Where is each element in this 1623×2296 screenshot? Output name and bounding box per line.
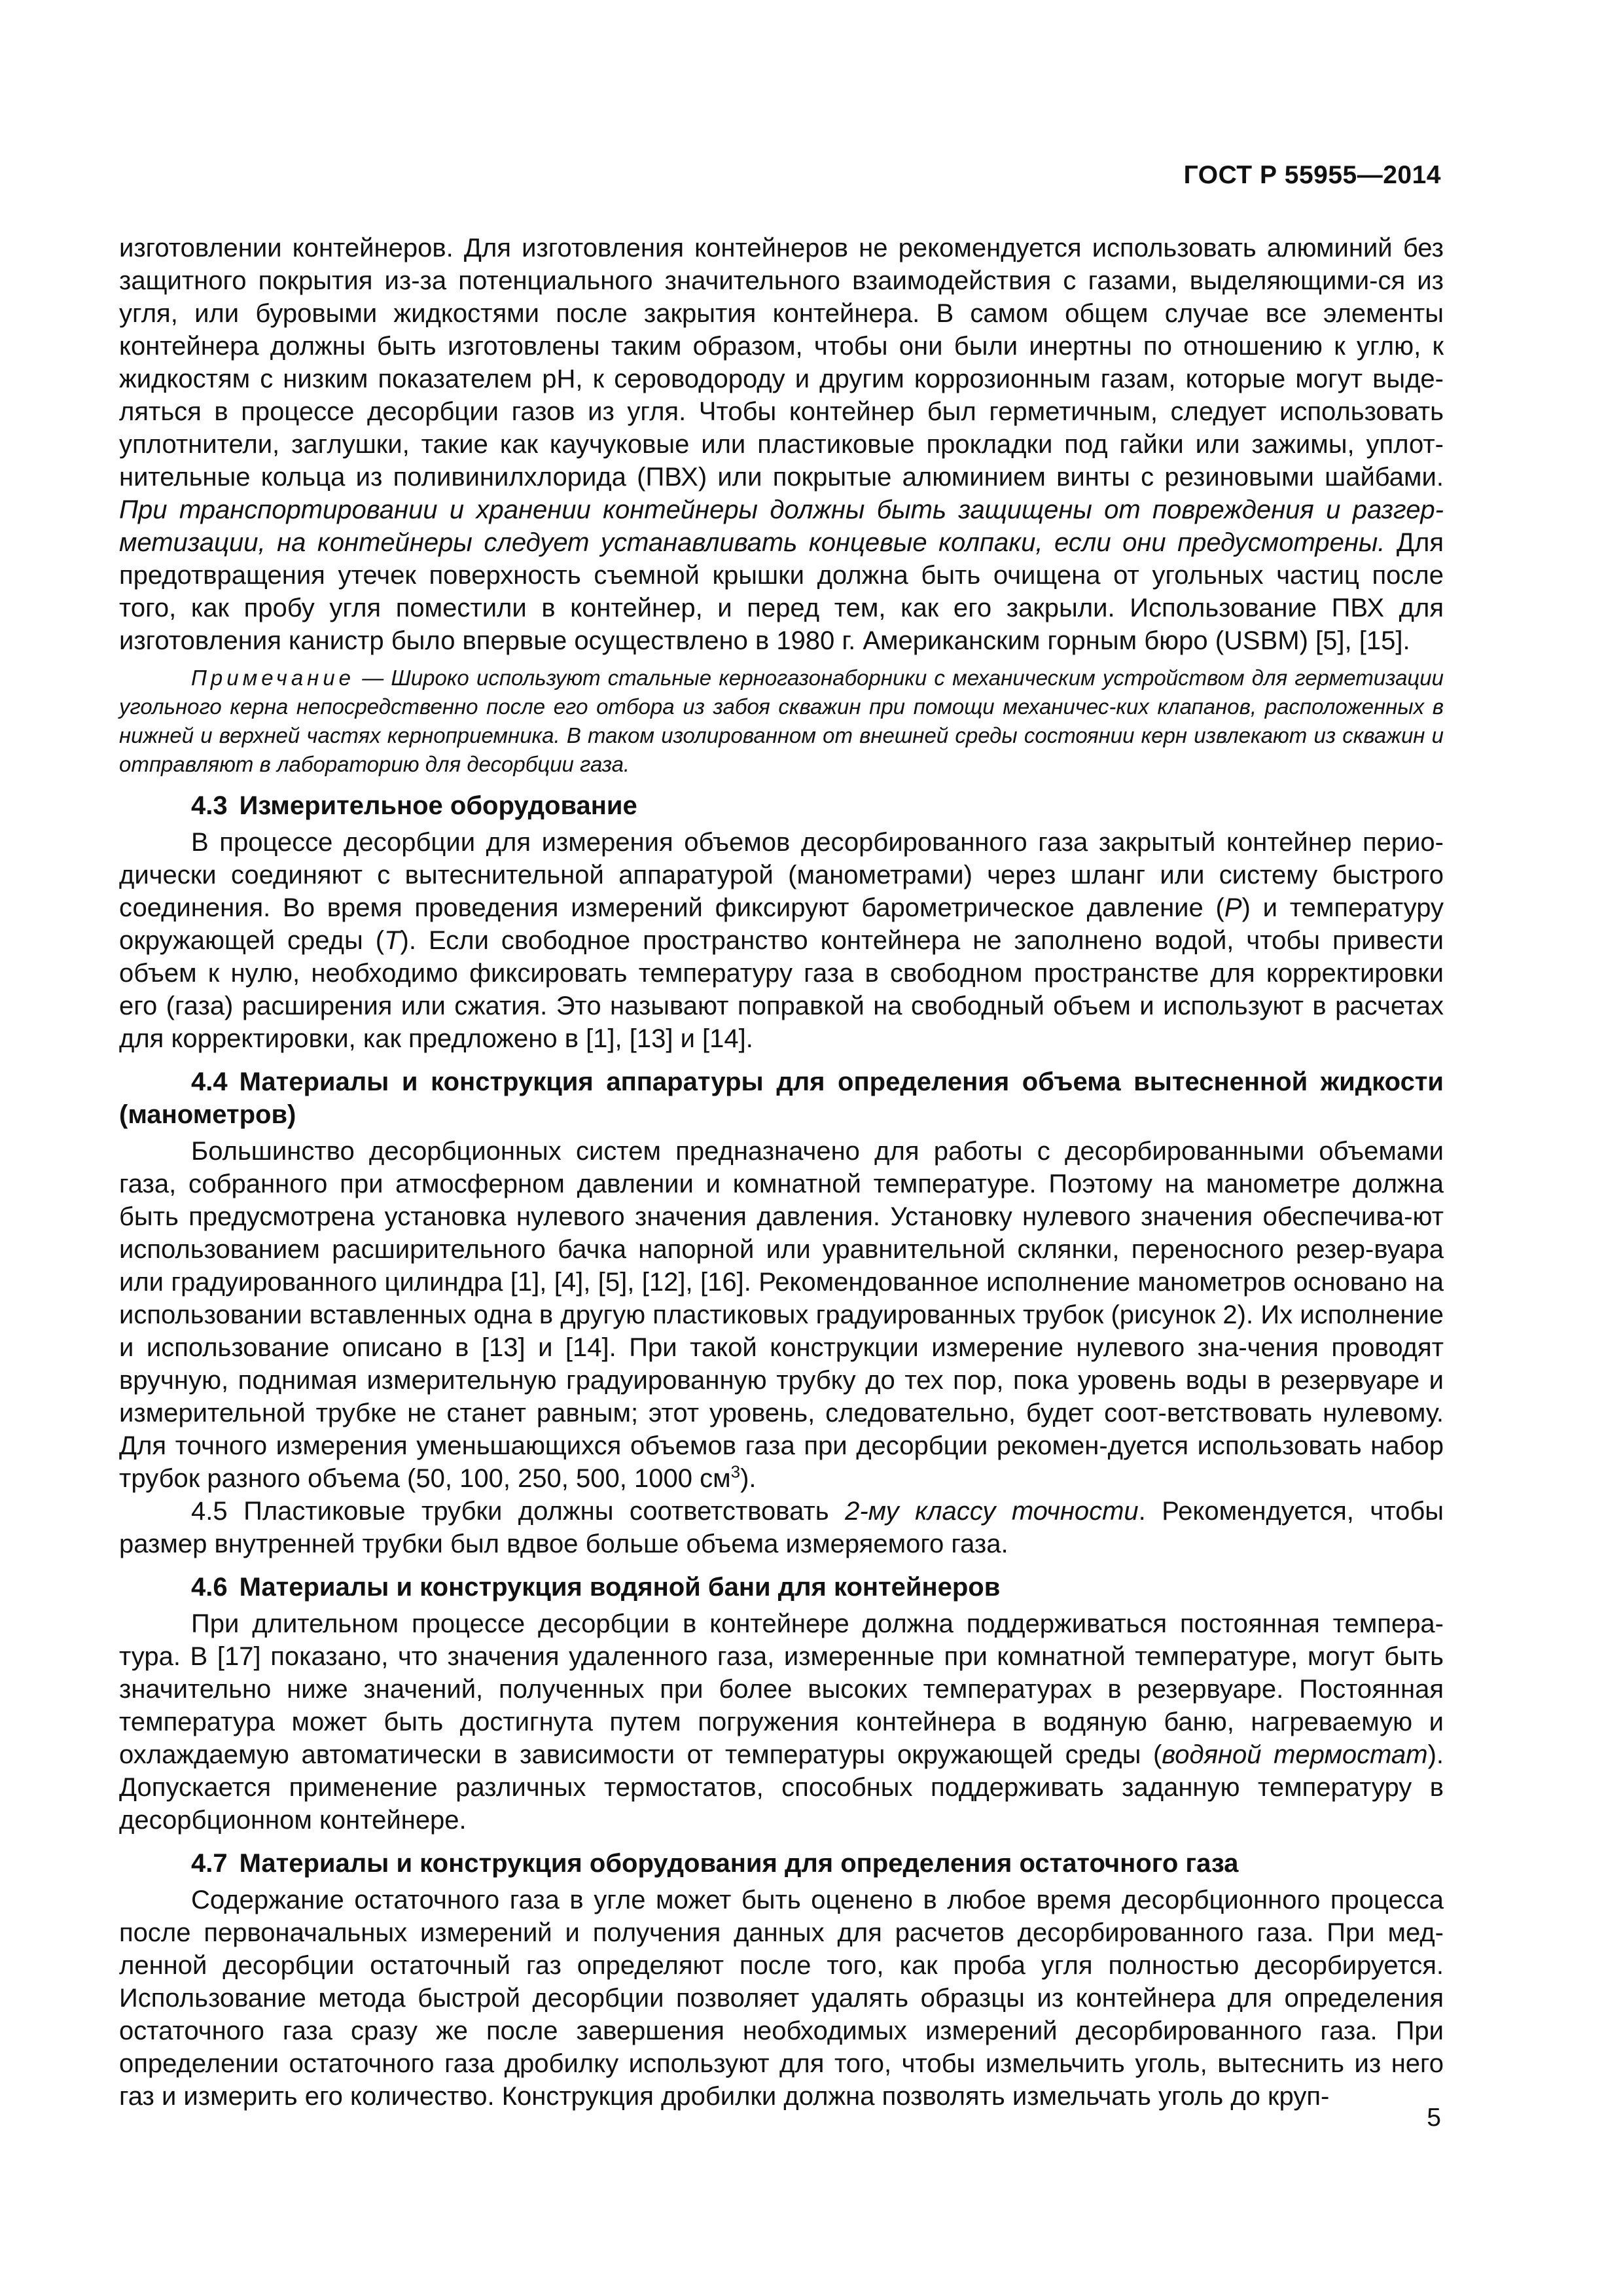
paragraph-italic-text: водяной термостат: [1162, 1740, 1428, 1769]
section-title: Материалы и конструкция оборудования для определения остаточного газа: [239, 1849, 1239, 1878]
superscript: 3: [730, 1462, 741, 1482]
section-title: Измерительное оборудование: [239, 791, 637, 820]
section-4-3-paragraph: [119, 826, 1444, 1055]
page-content: [119, 232, 1444, 2113]
section-4-4-paragraph: [119, 1135, 1444, 1495]
variable-p: P: [1224, 893, 1242, 922]
paragraph-text: В процессе десорбции для измерения объемов десорбированного газа закрытый контейнер перио-дически соединяют с вытеснительной аппаратурой (манометрами) через шланг или систему быстрого соединения. Во время проведения измерений фиксируют барометрическое давление (: [119, 828, 1444, 922]
paragraph-continuation: [119, 232, 1444, 657]
paragraph-text: изготовлении контейнеров. Для изготовления контейнеров не рекомендуется использовать алюминий без защитного покрытия из-за потенциального значительного взаимодействия с газами, выделяющими-ся из угля, или буровыми жидкостями после закрытия контейнера. В самом общем случае все элементы контейнера должны быть изготовлены таким образом, чтобы они были инертны по отношению к углю, к жидкостям с низким показателем pH, к сероводороду и другим коррозионным газам, которые могут выде-ляться в процессе десорбции газов из угля. Чтобы контейнер был герметичным, следует использовать уплотнители, заглушки, такие как каучуковые или пластиковые прокладки под гайки или зажимы, уплот-нительные кольца из поливинилхлорида (ПВХ) или покрытые алюминием винты с резиновыми шайбами.: [119, 234, 1444, 492]
note-paragraph: [119, 664, 1444, 779]
paragraph-italic-text: При транспортировании и хранении контейнеры должны быть защищены от повреждения и разгер-метизации, на контейнеры следует устанавливать концевые колпаки, если они предусмотрены.: [119, 495, 1444, 557]
section-4-5-paragraph: [119, 1495, 1444, 1560]
paragraph-text: ) и температуру окружающей среды (: [119, 893, 1444, 955]
section-heading-4-3: [119, 789, 1444, 822]
paragraph-text: Для предотвращения утечек поверхность съемной крышки должна быть очищена от угольных частиц после того, как пробу угля поместили в контейнер, и перед тем, как его закрыли. Использование ПВХ для изготовления канистр было впервые осуществлено в 1980 г. Американским горным бюро (USBM) [5], [15].: [119, 528, 1444, 655]
paragraph-text: 4.5 Пластиковые трубки должны соответствовать: [191, 1497, 846, 1526]
section-heading-4-6: [119, 1571, 1444, 1604]
paragraph-text: ). Если свободное пространство контейнера не заполнено водой, чтобы привести объем к нулю, необходимо фиксировать температуру газа в свободном пространстве для корректировки его (газа) расширения или сжатия. Это называют поправкой на свободный объем и используют в расчетах для корректировки, как предложено в [1], [13] и [14].: [119, 926, 1444, 1053]
paragraph-text: Большинство десорбционных систем предназначено для работы с десорбированными объемами газа, собранного при атмосферном давлении и комнатной температуре. Поэтому на манометре должна быть предусмотрена установка нулевого значения давления. Установку нулевого значения обеспечива-ют использованием расширительного бачка напорной или уравнительной склянки, переносного резер-вуара или градуированного цилиндра [1], [4], [5], [12], [16]. Рекомендованное исполнение манометров основано на использовании вставленных одна в другую пластиковых градуированных трубок (рисунок 2). Их исполнение и использование описано в [13] и [14]. При такой конструкции измерение нулевого зна-чения проводят вручную, поднимая измерительную градуированную трубку до тех пор, пока уровень воды в резервуаре и измерительной трубке не станет равным; этот уровень, следовательно, будет соот-ветствовать нулевому. Для точного измерения уменьшающихся объемов газа при десорбции рекомен-дуется использовать набор трубок разного объема (50, 100, 250, 500, 1000 см: [119, 1137, 1444, 1493]
section-4-7-paragraph: Содержание остаточного газа в угле может быть оценено в любое время десорбционного процесса после первоначальных измерений и получения данных для расчетов десорбированного газа. При мед-ленной десорбции остаточный газ определяют после того, как проба угля полностью десорбируется. Использование метода быстрой десорбции позволяет удалять образцы из контейнера для определения остаточного газа сразу же после завершения необходимых измерений десорбированного газа. При определении остаточного газа дробилку используют для того, чтобы измельчить уголь, вытеснить из него газ и измерить его количество. Конструкция дробилки должна позволять измельчать уголь до круп-: [119, 1886, 1444, 2111]
page-number: 5: [1427, 2104, 1441, 2132]
paragraph-text: ). Допускается применение различных термостатов, способных поддерживать заданную температуру в десорбционном контейнере.: [119, 1740, 1444, 1835]
section-number: 4.6: [191, 1573, 228, 1602]
section-heading-4-7: [119, 1847, 1444, 1880]
section-4-6-paragraph: [119, 1607, 1444, 1837]
paragraph-text: ).: [740, 1464, 757, 1493]
section-title: Материалы и конструкция водяной бани для контейнеров: [239, 1573, 1001, 1602]
paragraph-text: . Рекомендуется, чтобы размер внутренней трубки был вдвое больше объема измеряемого газа.: [119, 1497, 1444, 1558]
paragraph-italic-text: 2-му классу точности: [845, 1497, 1139, 1526]
document-code-header: ГОСТ Р 55955—2014: [1183, 161, 1441, 189]
section-number: 4.4: [191, 1067, 228, 1096]
note-text: — Широко используют стальные керногазонаборники с механическим устройством для герметизации угольного керна непосредственно после его отбора из забоя скважин при помощи механичес-ких клапанов, расположенных в нижней и верхней частях керноприемника. В таком изолированном от внешней среды состоянии керн извлекают из скважин и отправляют в лабораторию для десорбции газа.: [119, 666, 1444, 776]
note-label: Примечание: [191, 666, 355, 690]
section-number: 4.7: [191, 1849, 228, 1878]
paragraph-text: При длительном процессе десорбции в контейнере должна поддерживаться постоянная темпера-тура. В [17] показано, что значения удаленного газа, измеренные при комнатной температуре, могут быть значительно ниже значений, полученных при более высоких температурах в резервуаре. Постоянная температура может быть достигнута путем погружения контейнера в водяную баню, нагреваемую и охлаждаемую автоматически в зависимости от температуры окружающей среды (: [119, 1609, 1444, 1769]
section-number: 4.3: [191, 791, 228, 820]
section-title: Материалы и конструкция аппаратуры для определения объема вытесненной жидкости (манометров): [119, 1067, 1444, 1129]
variable-t: T: [384, 926, 401, 955]
section-heading-4-4: [119, 1066, 1444, 1131]
